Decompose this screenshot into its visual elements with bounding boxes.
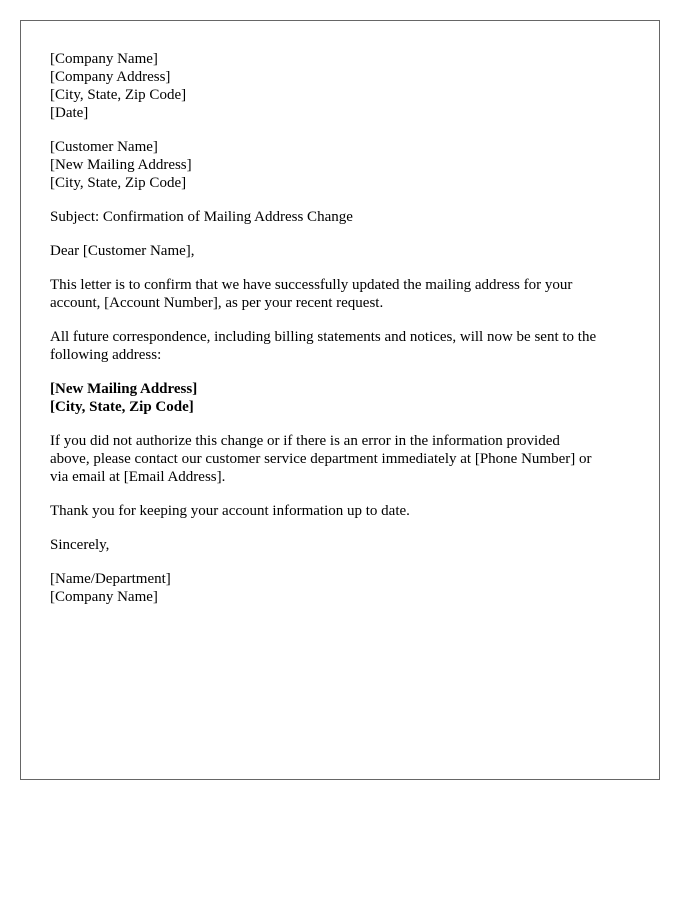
greeting: Dear [Customer Name],	[50, 243, 195, 259]
sender-company-address: [Company Address]	[50, 69, 171, 85]
recipient-new-mailing-address: [New Mailing Address]	[50, 157, 192, 173]
paragraph-line: account, [Account Number], as per your recent request.	[50, 295, 384, 311]
paragraph-line: This letter is to confirm that we have successfully updated the mailing address for your	[50, 277, 573, 293]
paragraph-future-correspondence	[50, 328, 640, 364]
paragraph-line: following address:	[50, 347, 162, 363]
highlighted-address-block	[50, 380, 640, 416]
sender-block	[50, 50, 640, 122]
sender-company-name: [Company Name]	[50, 51, 158, 67]
subject-line: Subject: Confirmation of Mailing Address Change	[50, 209, 353, 225]
highlighted-new-mailing-address: [New Mailing Address]	[50, 381, 198, 397]
signature-company-name: [Company Name]	[50, 589, 158, 605]
letter-content	[50, 50, 640, 622]
paragraph-line: via email at [Email Address].	[50, 469, 226, 485]
signature-block	[50, 570, 640, 606]
paragraph-line: All future correspondence, including billing statements and notices, will now be sent to the	[50, 329, 597, 345]
sender-city-state-zip: [City, State, Zip Code]	[50, 87, 187, 103]
paragraph-line: If you did not authorize this change or if there is an error in the information provided	[50, 433, 560, 449]
paragraph-unauthorized-change	[50, 432, 640, 486]
highlighted-city-state-zip: [City, State, Zip Code]	[50, 399, 194, 415]
paragraph-line: above, please contact our customer service department immediately at [Phone Number] or	[50, 451, 592, 467]
paragraph-confirmation	[50, 276, 640, 312]
letter-date: [Date]	[50, 105, 89, 121]
recipient-city-state-zip: [City, State, Zip Code]	[50, 175, 187, 191]
recipient-block	[50, 138, 640, 192]
letter-page	[20, 20, 660, 780]
thank-you-line: Thank you for keeping your account information up to date.	[50, 503, 410, 519]
signature-name-department: [Name/Department]	[50, 571, 171, 587]
recipient-customer-name: [Customer Name]	[50, 139, 158, 155]
closing-line: Sincerely,	[50, 537, 110, 553]
